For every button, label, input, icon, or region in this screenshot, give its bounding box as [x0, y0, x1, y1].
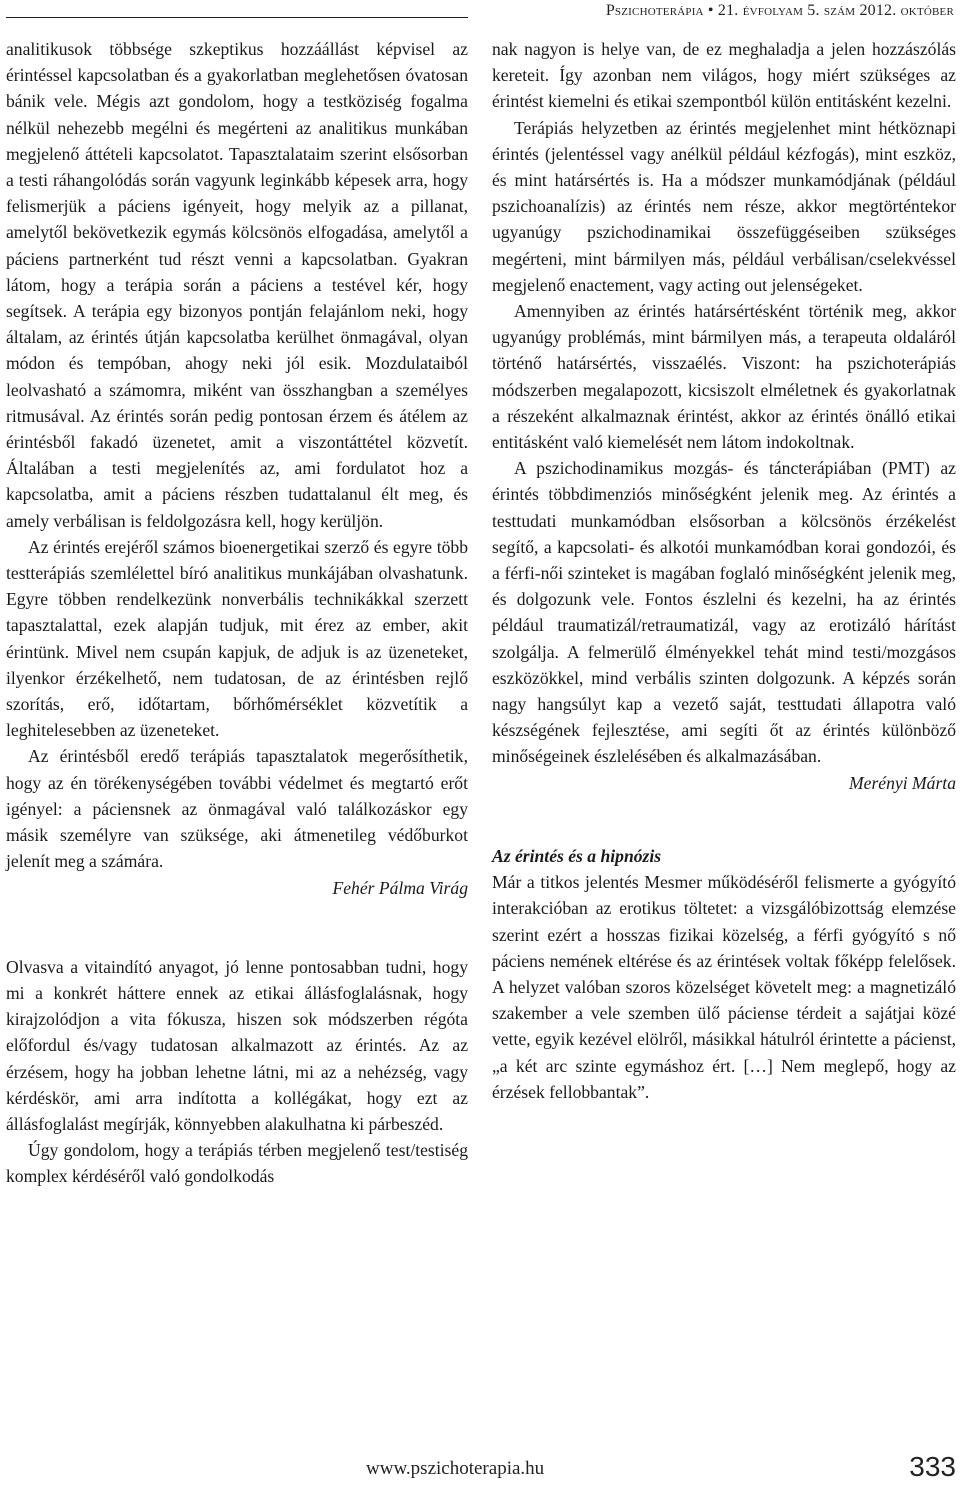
running-head: Pszichoterápia • 21. évfolyam 5. szám 2012. október	[605, 2, 954, 19]
left-paragraph-2: Az érintés erejéről számos bioenergetikai szerző és egyre több testterápiás szemlélettel bíró analitikus munkájában olvashatunk. Egyre többen rendelkezünk nonverbális technikákkal szerzett tapasztalattal, ezek alapján tudjuk, mit érez az ember, akit érintünk. Mivel nem csupán kapjuk, de adjuk is az üzeneteket, ilyenkor érzékelhető, nem tudatosan, de az érintésben rejlő szorítás, erő, időtartam, bőrhőmérséklet közvetítik a leghitelesebben az üzeneteket.	[6, 536, 468, 741]
right-column	[492, 36, 956, 1105]
right-paragraph-4: A pszichodinamikus mozgás- és táncterápiában (PMT) az érintés többdimenziós minőségként jelenik meg. Az érintés a testtudati munkamódban elsősorban a kölcsönös érzékelést segítő, a kapcsolati- és alkotói munkamódban korai gondozói, és a férfi-női szinteket is magában foglaló minőségként jelenik meg, és dolgozunk vele. Fontos észlelni és kezelni, ha az érintés például traumatizál/retraumatizál, vagy az erotizáló hárítást szolgálja. A felmerülő élményekkel tehát mind testi/mozgásos eszközökkel, mind verbális szinten dolgozunk. A képzés során nagy hangsúlyt kap a vezető saját, testtudati állapotra való készségének fejlesztése, ami segíti őt az érintés különböző minőségeinek észlelésében és alkalmazásában.	[492, 458, 956, 767]
header-rule	[6, 17, 468, 18]
section-gap	[492, 796, 956, 843]
section-gap	[6, 901, 468, 954]
page-number: 333	[909, 1451, 956, 1482]
left-paragraph-5: Úgy gondolom, hogy a terápiás térben megjelenő test/testiség komplex kérdéséről való gondolkodás	[6, 1140, 468, 1187]
right-paragraph-5: Már a titkos jelentés Mesmer működéséről felismerte a gyógyító interakcióban az erotikus töltetet: a vizsgálóbizottság elemzése szerint ezért a hosszas fizikai közelség, a férfi gyógyító s nő páciens nemének eltérése és az érintések voltak főképp felelősek. A helyzet valóban szoros közelséget követelt meg: a magnetizáló szakember a vele szemben ülő páciense térdeit a sajátjai közé vette, egyik kezével elölről, másikkal hátulról érintette a pácienst, „a két arc szinte egymáshoz ért. […] Nem meglepő, hogy az érzések fellobbantak”.	[492, 872, 956, 1102]
left-paragraph-3: Az érintésből eredő terápiás tapasztalatok megerősíthetik, hogy az én törékenységében további védelmet és megtartó erőt igényel: a páciensnek az önmagával való találkozáskor egy másik személyre van szüksége, aki átmenetileg védőburkot jelenít meg a számára.	[6, 746, 468, 872]
author-signature-1: Fehér Pálma Virág	[332, 877, 468, 898]
left-column	[6, 36, 468, 1190]
right-paragraph-1: nak nagyon is helye van, de ez meghaladja a jelen hozzászólás kereteit. Így azonban nem világos, hogy miért szükséges az érintést kiemelni és etikai szempontból külön entitásként kezelni.	[492, 39, 956, 112]
section-title: Az érintés és a hipnózis	[492, 845, 662, 866]
right-paragraph-3: Amennyiben az érintés határsértésként történik meg, akkor ugyanúgy problémás, mint bármilyen más, a terapeuta oldaláról történő határsértés, visszaélés. Viszont: ha pszichoterápiás módszerben megalapozott, kicsiszolt elméletnek és gyakorlatnak a részeként alkalmaznak érintést, akkor az érintés önálló etikai entitásként való kiemelését nem látom indokoltnak.	[492, 301, 956, 453]
author-signature-2: Merényi Márta	[849, 772, 956, 793]
left-paragraph-1: analitikusok többsége szkeptikus hozzáállást képvisel az érintéssel kapcsolatban és a gyakorlatban meglehetősen óvatosan bánik vele. Mégis azt gondolom, hogy a testköziség fogalma nélkül nehezebb megélni és megérteni az analitikus munkában megjelenő áttételi kapcsolatot. Tapasztalataim szerint elsősorban a testi ráhangolódás során vagyunk leginkább képesek arra, hogy felismerjük a páciens igényeit, hogy melyik az a pillanat, amelytől bekövetkezik egymás kölcsönös elfogadása, amelytől a páciens partnerként tud részt venni a kapcsolatban. Gyakran látom, hogy a terápia során a páciens a testével kér, hogy segítsek. A terápia egy bizonyos pontján felajánlom neki, hogy általam, az érintés útján kapcsolatba kerülhet önmagával, olyan módon és tempóban, ahogy neki jól esik. Mozdulataiból leolvasható a számomra, miként van összhangban a személyes ritmusával. Az érintés során pedig pontosan érzem és átélem az érintésből fakadó üzenetet, amit a viszontáttétel közvetít. Általában a testi megjelenítés az, ami fordulatot hoz a kapcsolatba, amit a páciens részben tudattalanul élt meg, és amely verbálisan is feldolgozásra kell, hogy kerüljön.	[6, 39, 468, 531]
footer-url: www.pszichoterapia.hu	[366, 1458, 545, 1479]
right-paragraph-2: Terápiás helyzetben az érintés megjelenhet mint hétköznapi érintés (jelentéssel vagy anélkül például kézfogás), mint eszköz, és mint határsértés is. Ha a módszer munkamódjának (például pszichoanalízis) az érintés nem része, akkor megtörténtekor ugyanúgy pszichodinamikai összefüggéseiben szükséges megérteni, mint bármilyen más, például verbálisan/cselekvéssel megjelenő enactement, vagy acting out jelenségeket.	[492, 117, 956, 295]
left-paragraph-4: Olvasva a vitaindító anyagot, jó lenne pontosabban tudni, hogy mi a konkrét háttere ennek az etikai állásfoglalásnak, hogy kirajzolódjon a vita fókusza, hiszen sok módszerben régóta előfordul és/vagy tudatosan alkalmazott az érintés. Az az érzésem, hogy ha jobban lehetne látni, mi az a nehézség, vagy kérdéskör, ami arra indította a kollégákat, hogy ezt az állásfoglalást megírják, könnyebben alakulhatna ki párbeszéd.	[6, 956, 468, 1134]
